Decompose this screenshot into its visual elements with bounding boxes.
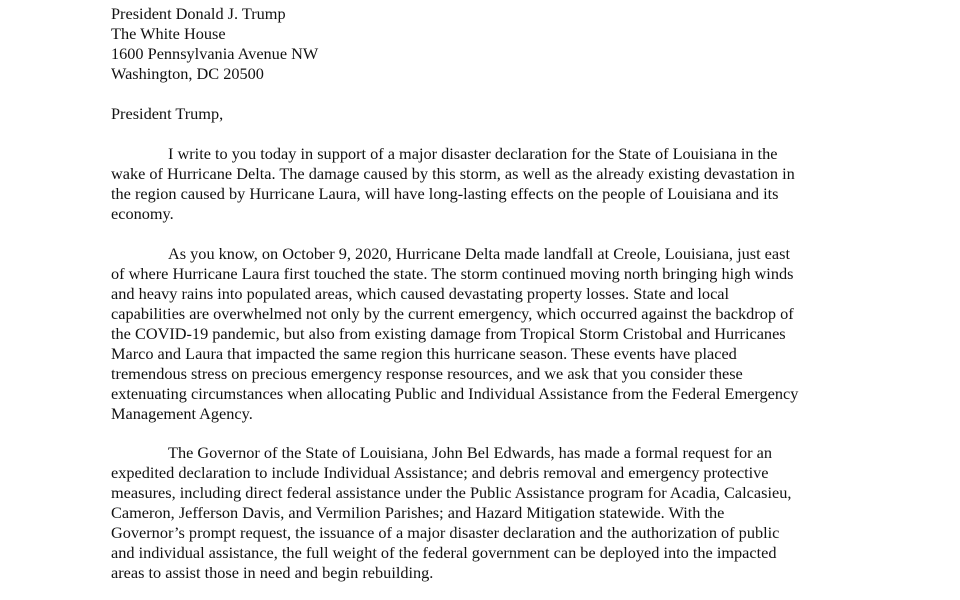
- body-paragraph-3: [111, 443, 856, 583]
- paragraph-line: economy.: [111, 204, 174, 223]
- address-line-name: President Donald J. Trump: [111, 4, 286, 23]
- body-paragraph-2: [111, 244, 856, 424]
- paragraph-line: of where Hurricane Laura first touched the state. The storm continued moving north bringing high winds: [111, 264, 794, 283]
- salutation: President Trump,: [111, 104, 224, 123]
- paragraph-line: As you know, on October 9, 2020, Hurricane Delta made landfall at Creole, Louisiana, just east: [168, 244, 790, 263]
- paragraph-line: capabilities are overwhelmed not only by the current emergency, which occurred against the backdrop of: [111, 304, 794, 323]
- paragraph-line: I write to you today in support of a major disaster declaration for the State of Louisiana in the: [168, 144, 778, 163]
- paragraph-line: extenuating circumstances when allocating Public and Individual Assistance from the Federal Emergency: [111, 384, 799, 403]
- paragraph-line: tremendous stress on precious emergency response resources, and we ask that you consider these: [111, 364, 743, 383]
- paragraph-line: areas to assist those in need and begin rebuilding.: [111, 563, 434, 582]
- address-line-organization: The White House: [111, 24, 226, 43]
- paragraph-line: and individual assistance, the full weight of the federal government can be deployed into the impacted: [111, 543, 777, 562]
- paragraph-line: the region caused by Hurricane Laura, will have long-lasting effects on the people of Louisiana and its: [111, 184, 779, 203]
- body-paragraph-1: [111, 144, 856, 224]
- paragraph-line: and heavy rains into populated areas, which caused devastating property losses. State and local: [111, 284, 730, 303]
- paragraph-line: wake of Hurricane Delta. The damage caused by this storm, as well as the already existing devastation in: [111, 164, 795, 183]
- paragraph-line: the COVID-19 pandemic, but also from existing damage from Tropical Storm Cristobal and Hurricanes: [111, 324, 786, 343]
- address-line-street: 1600 Pennsylvania Avenue NW: [111, 44, 319, 63]
- paragraph-line: Cameron, Jefferson Davis, and Vermilion Parishes; and Hazard Mitigation statewide. With the: [111, 503, 725, 522]
- paragraph-line: The Governor of the State of Louisiana, John Bel Edwards, has made a formal request for an: [168, 443, 773, 462]
- paragraph-line: Governor’s prompt request, the issuance of a major disaster declaration and the authorization of public: [111, 523, 780, 542]
- paragraph-line: Marco and Laura that impacted the same region this hurricane season. These events have placed: [111, 344, 737, 363]
- paragraph-line: measures, including direct federal assistance under the Public Assistance program for Acadia, Calcasieu,: [111, 483, 792, 502]
- paragraph-line: expedited declaration to include Individual Assistance; and debris removal and emergency protective: [111, 463, 769, 482]
- paragraph-line: Management Agency.: [111, 404, 253, 423]
- address-line-city: Washington, DC 20500: [111, 64, 264, 83]
- recipient-address: [111, 4, 871, 84]
